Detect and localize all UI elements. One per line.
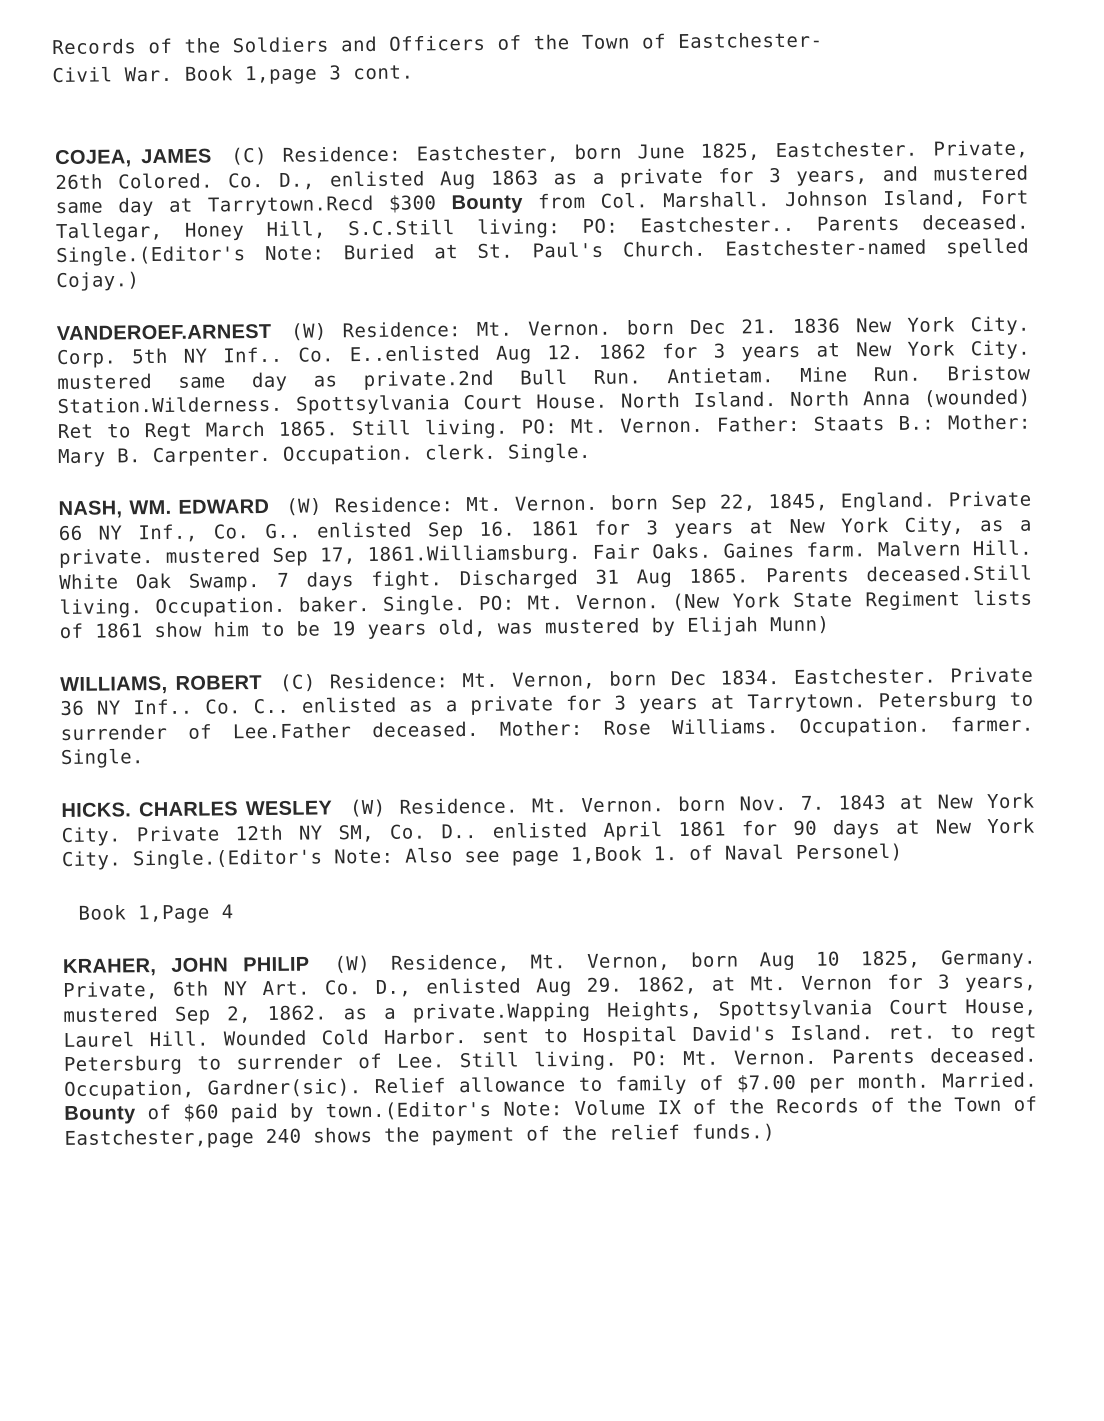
- entry-text: (W) Residence: Mt. Vernon. born Sep 22, 1845, England. Private 66 NY Inf., Co. G.. enlisted Sep 16. 1861 for 3 years at New York City, as a private. mustered Sep 17, 1861.Williamsburg. Fair Oaks. Gaines farm. Malvern Hill. White Oak Swamp. 7 days fight. Discharged 31 Aug 1865. Parents deceased.Still living. Occupation. baker. Single. PO: Mt. Vernon. (New York State Regiment lists of 1861 show him to be 19 years old, was mustered by Elijah Munn): [58, 488, 1033, 644]
- entry-text-cont: of $60 paid by town.(Editor's Note: Volume IX of the Records of the Town of Eastchester,page 240 shows the payment of the relief funds.): [64, 1093, 1038, 1150]
- entry-text: (W) Residence: Mt. Vernon. born Dec 21. 1836 New York City. Corp. 5th NY Inf.. Co. E..enlisted Aug 12. 1862 for 3 years at New York City. mustered same day as private.2nd Bull Run. Antietam. Mine Run. Bristow Station.Wilderness. Spottsylvania Court House. North Island. North Anna (wounded) Ret to Regt March 1865. Still living. PO: Mt. Vernon. Father: Staats B.: Mother: Mary B. Carpenter. Occupation. clerk. Single.: [57, 313, 1031, 468]
- soldier-name: HICKS. CHARLES WESLEY: [61, 797, 333, 823]
- entry-text: (C) Residence: Mt. Vernon, born Dec 1834. Eastchester. Private 36 NY Inf.. Co. C.. enlisted as a private for 3 years at Tarrytown. Petersburg to surrender of Lee.Father deceased. Mother: Rose Williams. Occupation. farmer. Single.: [60, 664, 1034, 770]
- soldier-name: NASH, WM. EDWARD: [58, 496, 270, 521]
- header-line-2: Civil War. Book 1,page 3 cont.: [52, 61, 414, 87]
- soldier-name: VANDEROEF.ARNEST: [56, 320, 272, 345]
- header-line-1: Records of the Soldiers and Officers of the Town of Eastchester-: [52, 29, 823, 59]
- bounty-word: Bounty: [451, 191, 523, 215]
- section-heading: Book 1,Page 4: [78, 901, 234, 925]
- entry-text: (W) Residence. Mt. Vernon. born Nov. 7. 1843 at New York City. Private 12th NY SM, Co. D.. enlisted April 1861 for 90 days at New York City. Single.(Editor's Note: Also see page 1,Book 1. of Naval Personel): [61, 790, 1035, 872]
- soldier-entry-kraher: [63, 945, 1038, 1151]
- document-header: [52, 25, 1027, 90]
- soldier-name: WILLIAMS, ROBERT: [60, 671, 262, 696]
- soldier-entry-hicks: [61, 790, 1035, 873]
- entry-text-cont: from Col. Marshall. Johnson Island, Fort Tallegar, Honey Hill, S.C.Still living: PO: Eastchester.. Parents deceased. Single.(Editor's Note: Buried at St. Paul's Church. Eastchester-named spelled Cojay.): [55, 186, 1030, 292]
- soldier-entry-nash: [58, 488, 1032, 645]
- entry-text: (W) Residence, Mt. Vernon, born Aug 10 1825, Germany. Private, 6th NY Art. Co. D., enlisted Aug 29. 1862, at Mt. Vernon for 3 years, mustered Sep 2, 1862. as a private.Wapping Heights, Spottsylvania Court House, Laurel Hill. Wounded Cold Harbor. sent to Hospital David's Island. ret. to regt Petersburg to surrender of Lee. Still living. PO: Mt. Vernon. Parents deceased. Occupation, Gardner(sic). Relief allowance to family of $7.00 per month. Married.: [63, 946, 1038, 1101]
- soldier-entry-williams: [60, 663, 1034, 771]
- document-page: [52, 25, 1038, 1180]
- entry-text: (C) Residence: Eastchester, born June 1825, Eastchester. Private, 26th Colored. Co. D., enlisted Aug 1863 as a private for 3 years, and mustered same day at Tarrytown.Recd $300: [55, 137, 1029, 219]
- soldier-name: COJEA, JAMES: [55, 145, 212, 169]
- soldier-entry-vanderoef: [57, 312, 1031, 469]
- soldier-name: KRAHER, JOHN PHILIP: [62, 953, 310, 978]
- soldier-entry-cojea: [55, 137, 1029, 294]
- bounty-word: Bounty: [64, 1102, 136, 1126]
